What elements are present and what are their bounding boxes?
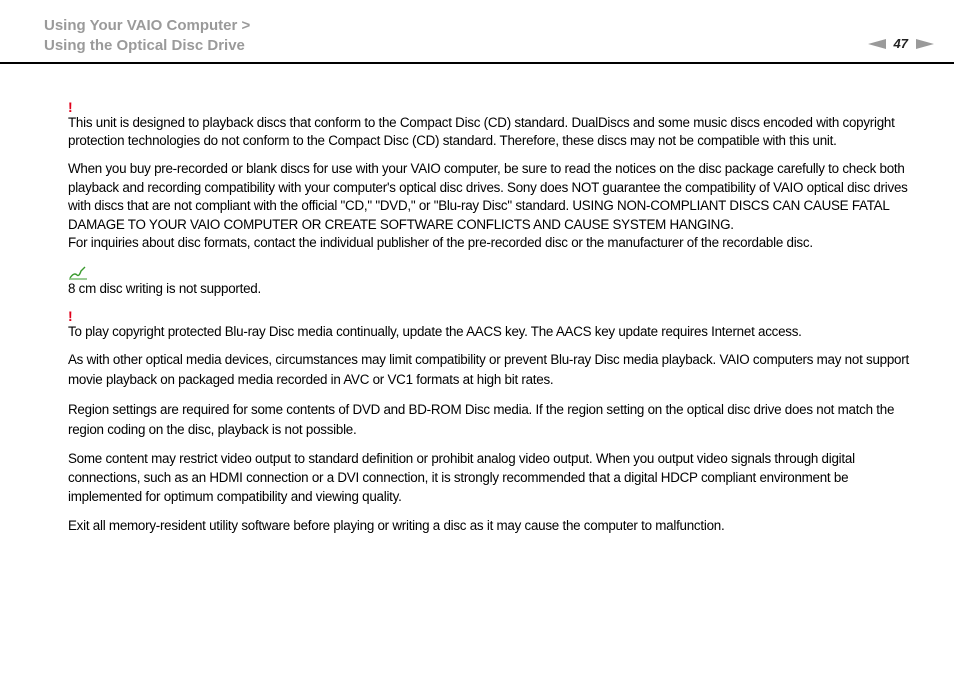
video-output-block <box>68 449 918 506</box>
utility-software-text: Exit all memory-resident utility software before playing or writing a disc as it may cause the computer to malfunction. <box>68 518 725 533</box>
breadcrumb-section[interactable]: Using the Optical Disc Drive <box>44 36 245 54</box>
note-text: 8 cm disc writing is not supported. <box>68 281 261 296</box>
next-page-arrow-icon[interactable] <box>916 39 934 49</box>
caution-text-aacs: To play copyright protected Blu-ray Disc media continually, update the AACS key. The AACS key update requires Internet access. <box>68 324 802 339</box>
playback-limits-block <box>68 350 918 390</box>
caution-text-cd-standard: This unit is designed to playback discs that conform to the Compact Disc (CD) standard. DualDiscs and some music discs encoded with copyright protection technologies do not conform to the Compact Disc (CD) standard. Therefore, these discs may not be compatible with this unit. <box>68 115 895 148</box>
page-navigation <box>868 36 934 51</box>
page-number: 47 <box>893 36 908 51</box>
playback-limits-text: As with other optical media devices, circumstances may limit compatibility or prevent Blu-ray Disc media playback. VAIO computers may not support movie playback on packaged media recorded in AVC or VC1 formats at high bit rates. <box>68 352 909 387</box>
caution-block-2 <box>68 309 918 341</box>
note-block <box>68 266 918 298</box>
header-divider <box>0 62 954 64</box>
utility-software-block <box>68 517 918 535</box>
disc-compatibility-text: When you buy pre-recorded or blank discs for use with your VAIO computer, be sure to read the notices on the disc package carefully to check both playback and recording compatibility with your computer's optical disc drives. Sony does NOT guarantee the compatibility of VAIO optical disc drives with discs that are not compliant with the official "CD," "DVD," or "Blu-ray Disc" standard. USING NON-COMPLIANT DISCS CAN CAUSE FATAL DAMAGE TO YOUR VAIO COMPUTER OR CREATE SOFTWARE CONFLICTS AND CAUSE SYSTEM HANGING. <box>68 161 908 232</box>
region-settings-block <box>68 400 918 440</box>
region-settings-text: Region settings are required for some contents of DVD and BD-ROM Disc media. If the region setting on the optical disc drive does not match the region coding on the disc, playback is not possible. <box>68 402 895 437</box>
previous-page-arrow-icon[interactable] <box>868 39 886 49</box>
breadcrumb <box>44 16 250 55</box>
caution-block-1 <box>68 100 918 149</box>
breadcrumb-chapter[interactable]: Using Your VAIO Computer > <box>44 17 251 34</box>
video-output-text: Some content may restrict video output to standard definition or prohibit analog video output. When you output video signals through digital connections, such as an HDMI connection or a DVI connection, it is strongly recommended that a digital HDCP compliant environment be implemented for optimum compatibility and viewing quality. <box>68 451 855 504</box>
disc-inquiry-text: For inquiries about disc formats, contact the individual publisher of the pre-recorded disc or the manufacturer of the recordable disc. <box>68 235 813 250</box>
warning-icon: ! <box>68 308 73 324</box>
warning-icon: ! <box>68 99 73 115</box>
pencil-note-icon <box>68 266 88 280</box>
disc-compatibility-block <box>68 160 918 253</box>
